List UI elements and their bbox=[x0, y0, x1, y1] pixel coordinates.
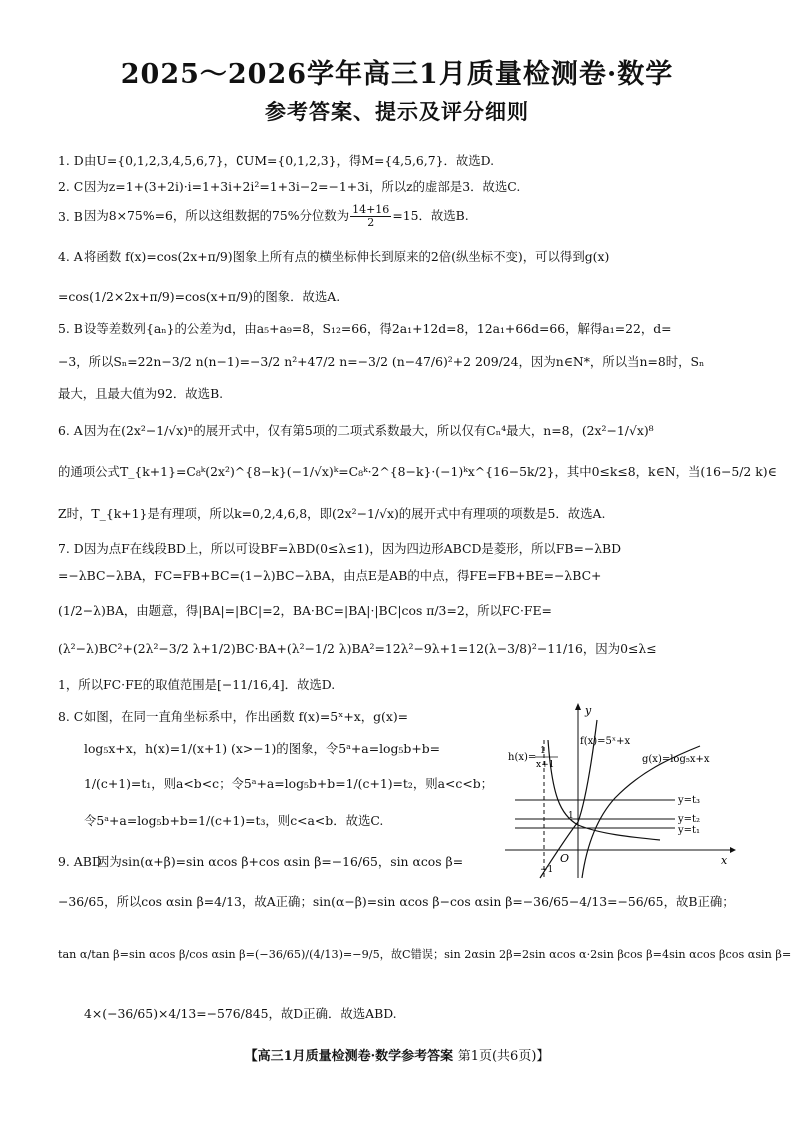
footer-title: 【高三1月质量检测卷·数学参考答案 bbox=[244, 1049, 454, 1064]
q3-frac-num: 14+16 bbox=[352, 203, 390, 216]
q8-number: 8. C bbox=[58, 709, 84, 724]
q7-line3: (1/2−λ)BA，由题意，得|BA|=|BC|=2，BA·BC=|BA|·|BC|cos π/3=2，所以FC·FE= bbox=[58, 603, 552, 618]
f-label: f(x)=5ˣ+x bbox=[580, 736, 631, 747]
footer-page: 第1页(共6页)】 bbox=[457, 1049, 550, 1064]
h-frac-den: x+1 bbox=[536, 760, 555, 770]
q8-line1: 如图，在同一直角坐标系中，作出函数 f(x)=5ˣ+x，g(x)= bbox=[84, 709, 409, 724]
q6-number: 6. A bbox=[58, 423, 83, 438]
q4-line2: =cos(1/2×2x+π/9)=cos(x+π/9)的图象．故选A. bbox=[58, 289, 341, 304]
q9-number: 9. ABD bbox=[58, 854, 102, 869]
q8-function-graph bbox=[500, 700, 740, 880]
q7-line4: (λ²−λ)BC²+(2λ²−3/2 λ+1/2)BC·BA+(λ²−1/2 λ)BA²=12λ²−9λ+1=12(λ−3/8)²−11/16，因为0≤λ≤ bbox=[58, 641, 657, 656]
q1-text: 由U={0,1,2,3,4,5,6,7}，∁UM={0,1,2,3}，得M={4,5,6,7}．故选D. bbox=[84, 153, 495, 168]
q4-number: 4. A bbox=[58, 249, 83, 264]
q4-line1: 将函数 f(x)=cos(2x+π/9)图象上所有点的横坐标伸长到原来的2倍(纵坐标不变)，可以得到g(x) bbox=[84, 249, 610, 264]
q9-line3: tan α/tan β=sin αcos β/cos αsin β=(−36/65)/(4/13)=−9/5，故C错误；sin 2αsin 2β=2sin αcos α·2sin βcos β=4sin αcos βcos αsin β= bbox=[58, 948, 792, 961]
q5-line3: 最大，且最大值为92．故选B. bbox=[58, 386, 224, 401]
g-label: g(x)=log₅x+x bbox=[642, 754, 710, 765]
q3-number: 3. B bbox=[58, 209, 83, 224]
q6-line2: 的通项公式T_{k+1}=C₈ᵏ(2x²)^{8−k}(−1/√x)ᵏ=C₈ᵏ·2^{8−k}·(−1)ᵏx^{16−5k/2}，其中0≤k≤8，k∈N，当(16−5/2 k)∈ bbox=[58, 464, 777, 479]
q7-line1: 因为点F在线段BD上，所以可设BF=λBD(0≤λ≤1)，因为四边形ABCD是菱形，所以FB=−λBD bbox=[84, 541, 622, 556]
q9-line4: 4×(−36/65)×4/13=−576/845，故D正确．故选ABD. bbox=[84, 1006, 397, 1021]
q8-line4: 令5ᵃ+a=log₅b+b=1/(c+1)=t₃，则c<a<b．故选C. bbox=[84, 813, 384, 828]
page-footer bbox=[0, 1045, 794, 1064]
q7-number: 7. D bbox=[58, 541, 84, 556]
q3-text bbox=[84, 204, 469, 229]
q1-number: 1. D bbox=[58, 153, 84, 168]
q8-line3: 1/(c+1)=t₁，则a<b<c；令5ᵃ+a=log₅b+b=1/(c+1)=t₂，则a<c<b； bbox=[84, 776, 494, 791]
y-axis-label: y bbox=[585, 704, 592, 717]
q3-text-a: 因为8×75%=6，所以这组数据的75%分位数为 bbox=[84, 208, 350, 223]
h-label: h(x)= bbox=[508, 752, 537, 763]
q3-frac-den: 2 bbox=[367, 216, 375, 229]
origin-label: O bbox=[560, 852, 570, 865]
q2-number: 2. C bbox=[58, 179, 84, 194]
x-axis-label: x bbox=[721, 854, 728, 867]
q7-line2: =−λBC−λBA，FC=FB+BC=(1−λ)BC−λBA，由点E是AB的中点，得FE=FB+BE=−λBC+ bbox=[58, 568, 602, 583]
page-subtitle: 参考答案、提示及评分细则 bbox=[265, 99, 529, 124]
h-frac-num: 1 bbox=[540, 746, 546, 756]
page-title: 2025～2026学年高三1月质量检测卷·数学 bbox=[120, 59, 674, 90]
q5-number: 5. B bbox=[58, 321, 83, 336]
q5-line1: 设等差数列{aₙ}的公差为d，由a₅+a₉=8，S₁₂=66，得2a₁+12d=8，12a₁+66d=66，解得a₁=22，d= bbox=[84, 321, 672, 336]
q7-line5: 1，所以FC·FE的取值范围是[−11/16,4]．故选D. bbox=[58, 677, 336, 692]
q9-line2: −36/65，所以cos αsin β=4/13，故A正确；sin(α−β)=sin αcos β−cos αsin β=−36/65−4/13=−56/65，故B正确； bbox=[58, 894, 735, 909]
t3-label: y=t₃ bbox=[678, 795, 701, 806]
q3-fraction bbox=[350, 204, 391, 229]
t1-label: y=t₁ bbox=[678, 825, 701, 836]
q3-text-b: =15．故选B. bbox=[392, 208, 469, 223]
q8-line2: log₅x+x，h(x)=1/(x+1) (x>−1)的图象，令5ᵃ+a=log₅b+b= bbox=[84, 741, 441, 756]
q2-text: 因为z=1+(3+2i)·i=1+3i+2i²=1+3i−2=−1+3i，所以z的虚部是3．故选C. bbox=[84, 179, 521, 194]
q5-line2: −3，所以Sₙ=22n−3/2 n(n−1)=−3/2 n²+47/2 n=−3/2 (n−47/6)²+2 209/24，因为n∈N*，所以当n=8时，Sₙ bbox=[58, 354, 705, 369]
t2-label: y=t₂ bbox=[678, 814, 701, 825]
tick-one: 1 bbox=[568, 811, 574, 821]
q9-line1: 因为sin(α+β)=sin αcos β+cos αsin β=−16/65，sin αcos β= bbox=[97, 854, 464, 869]
tick-neg-one: −1 bbox=[540, 865, 554, 875]
q6-line3: Z时，T_{k+1}是有理项，所以k=0,2,4,6,8，即(2x²−1/√x)的展开式中有理项的项数是5．故选A. bbox=[58, 506, 606, 521]
q6-line1: 因为在(2x²−1/√x)ⁿ的展开式中，仅有第5项的二项式系数最大，所以仅有Cₙ⁴最大，n=8，(2x²−1/√x)⁸ bbox=[84, 423, 654, 438]
